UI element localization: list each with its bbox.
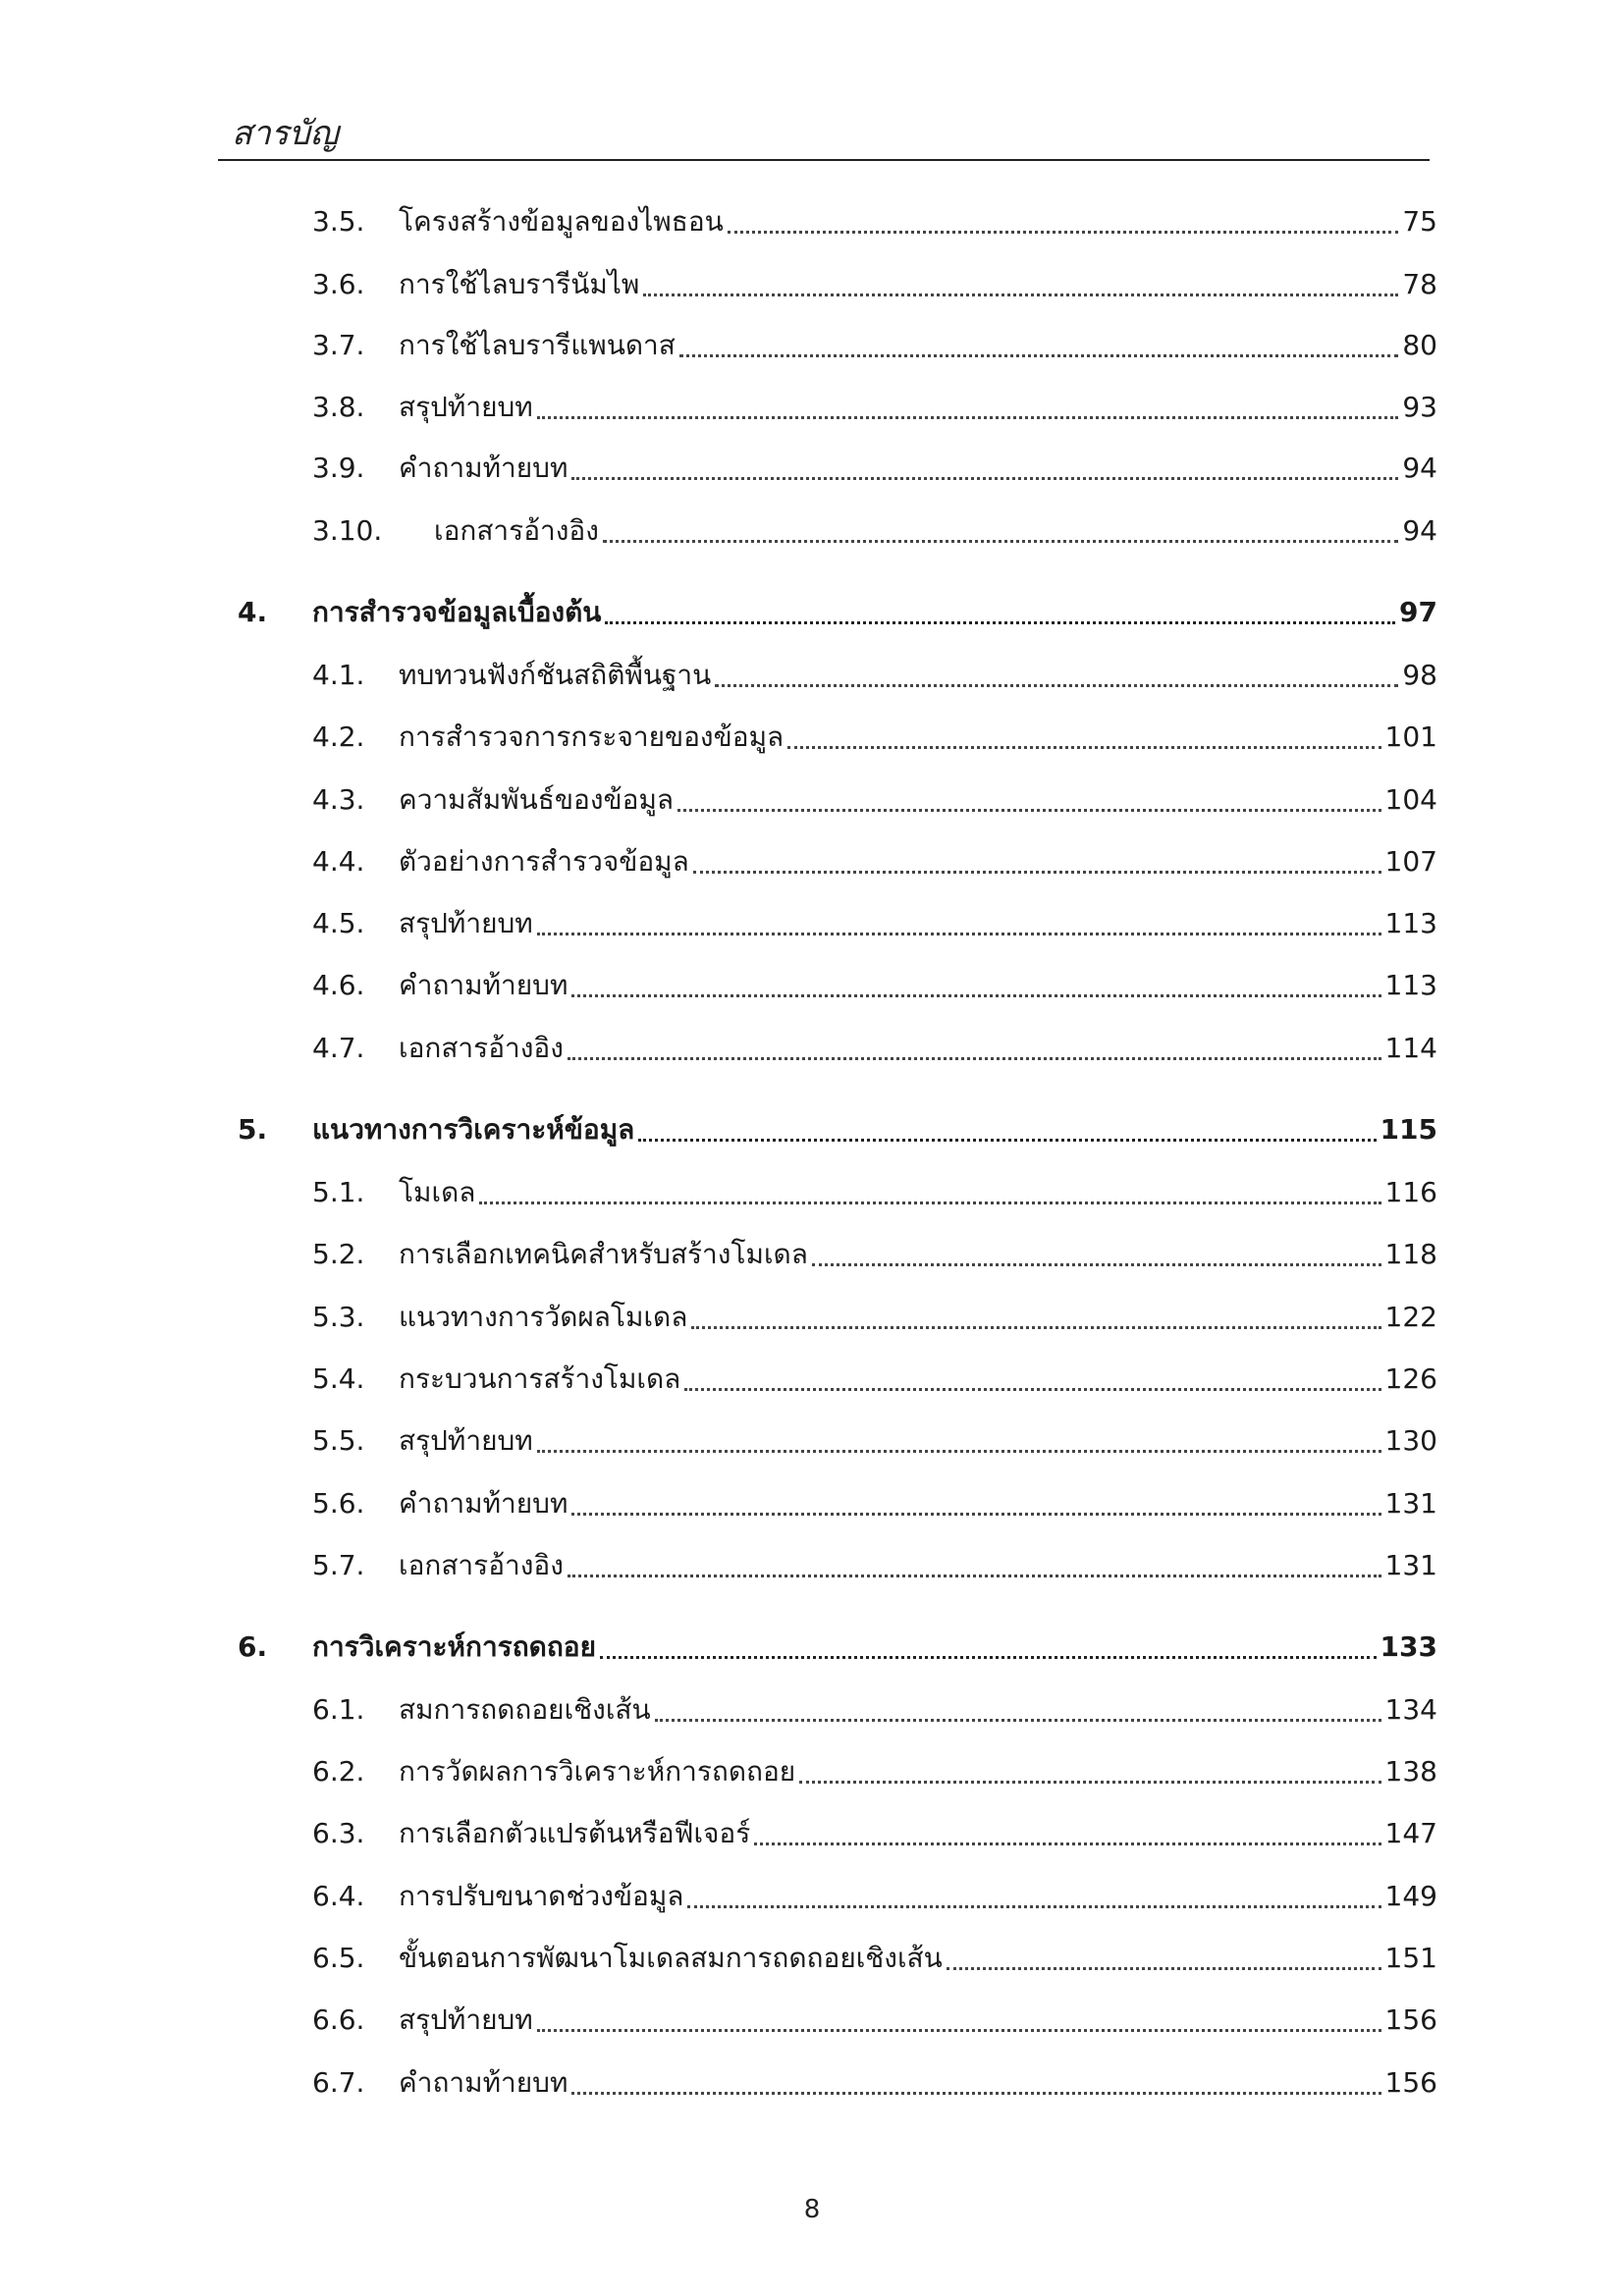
- dot-leader: [603, 540, 1398, 543]
- toc-chapter-entry[interactable]: [238, 1104, 1437, 1155]
- toc-entry-title: การวัดผลการวิเคราะห์การถดถอย: [399, 1755, 796, 1788]
- toc-entry-title: การใช้ไลบรารีแพนดาส: [399, 329, 676, 361]
- toc-section-entry[interactable]: [312, 1995, 1437, 2046]
- toc-section-entry[interactable]: [312, 1229, 1437, 1280]
- toc-section-entry[interactable]: [312, 1354, 1437, 1405]
- toc-entry-title: เอกสารอ้างอิง: [434, 514, 599, 547]
- toc-entry-page: 101: [1384, 721, 1437, 753]
- toc-entry-number: 3.6.: [312, 268, 365, 300]
- toc-entry-title: การใช้ไลบรารีนัมไพ: [399, 268, 640, 300]
- toc-entry-number: 5.2.: [312, 1238, 365, 1270]
- toc-entry-page: 118: [1384, 1238, 1437, 1270]
- dot-leader: [799, 1781, 1380, 1784]
- toc-entry-title: การวิเคราะห์การถดถอย: [312, 1630, 597, 1663]
- toc-section-entry[interactable]: [312, 650, 1437, 701]
- dot-leader: [728, 231, 1399, 234]
- toc-entry-page: 75: [1402, 205, 1437, 238]
- toc-entry-title: แนวทางการวิเคราะห์ข้อมูล: [312, 1113, 635, 1146]
- dot-leader: [571, 2092, 1380, 2095]
- toc-entry-number: 6.3.: [312, 1817, 365, 1849]
- dot-leader: [812, 1263, 1381, 1266]
- dot-leader: [537, 416, 1399, 419]
- toc-entry-number: 4.2.: [312, 721, 365, 753]
- toc-entry-number: 5.7.: [312, 1549, 365, 1581]
- toc-entry-title: โมเดล: [399, 1176, 476, 1208]
- toc-section-entry[interactable]: [312, 1167, 1437, 1218]
- dot-leader: [693, 871, 1381, 874]
- toc-entry-page: 131: [1384, 1549, 1437, 1581]
- toc-section-entry[interactable]: [312, 960, 1437, 1011]
- toc-entry-title: สรุปท้ายบท: [399, 907, 533, 939]
- toc-entry-number: 5.1.: [312, 1176, 365, 1208]
- toc-entry-title: ทบทวนฟังก์ชันสถิติพื้นฐาน: [399, 659, 712, 691]
- toc-entry-number: 4.: [238, 596, 268, 628]
- toc-section-entry[interactable]: [312, 196, 1437, 247]
- toc-section-entry[interactable]: [312, 259, 1437, 310]
- toc-section-entry[interactable]: [312, 836, 1437, 887]
- dot-leader: [947, 1967, 1381, 1970]
- dot-leader: [537, 933, 1381, 935]
- toc-entry-title: การเลือกเทคนิคสำหรับสร้างโมเดล: [399, 1238, 808, 1270]
- dot-leader: [571, 994, 1380, 997]
- toc-entry-title: คำถามท้ายบท: [399, 1487, 568, 1520]
- toc-section-entry[interactable]: [312, 1415, 1437, 1467]
- toc-entry-number: 5.: [238, 1113, 268, 1146]
- toc-entry-title: คำถามท้ายบท: [399, 969, 568, 1001]
- toc-entry-title: เอกสารอ้างอิง: [399, 1032, 564, 1064]
- toc-entry-number: 4.4.: [312, 845, 365, 878]
- toc-entry-title: คำถามท้ายบท: [399, 2066, 568, 2099]
- toc-entry-page: 133: [1380, 1630, 1437, 1663]
- toc-entry-number: 4.7.: [312, 1032, 365, 1064]
- dot-leader: [537, 2029, 1381, 2032]
- toc-entry-title: ความสัมพันธ์ของข้อมูล: [399, 783, 675, 816]
- toc-entry-number: 6.1.: [312, 1693, 365, 1726]
- toc-entry-page: 114: [1384, 1032, 1437, 1064]
- toc-section-entry[interactable]: [312, 506, 1437, 557]
- toc-section-entry[interactable]: [312, 1023, 1437, 1074]
- toc-entry-number: 4.6.: [312, 969, 365, 1001]
- toc-entry-page: 149: [1384, 1880, 1437, 1912]
- toc-section-entry[interactable]: [312, 1746, 1437, 1797]
- toc-entry-page: 80: [1402, 329, 1437, 361]
- toc-entry-number: 3.8.: [312, 391, 365, 423]
- toc-entry-page: 138: [1384, 1755, 1437, 1788]
- dot-leader: [638, 1139, 1376, 1142]
- toc-entry-title: สมการถดถอยเชิงเส้น: [399, 1693, 651, 1726]
- toc-entry-title: ตัวอย่างการสำรวจข้อมูล: [399, 845, 689, 878]
- toc-entry-number: 6.: [238, 1630, 268, 1663]
- toc-entry-page: 115: [1380, 1113, 1437, 1146]
- toc-entry-number: 6.4.: [312, 1880, 365, 1912]
- dot-leader: [479, 1201, 1380, 1204]
- toc-entry-page: 104: [1384, 783, 1437, 816]
- toc-entry-page: 131: [1384, 1487, 1437, 1520]
- toc-entry-number: 4.5.: [312, 907, 365, 939]
- toc-entry-title: โครงสร้างข้อมูลของไพธอน: [399, 205, 724, 238]
- toc-entry-page: 134: [1384, 1693, 1437, 1726]
- toc-entry-number: 3.7.: [312, 329, 365, 361]
- toc-entry-number: 5.3.: [312, 1301, 365, 1333]
- toc-entry-page: 156: [1384, 2066, 1437, 2099]
- toc-section-entry[interactable]: [312, 1871, 1437, 1922]
- dot-leader: [605, 621, 1395, 624]
- dot-leader: [754, 1842, 1380, 1845]
- toc-entry-page: 147: [1384, 1817, 1437, 1849]
- toc-entry-page: 122: [1384, 1301, 1437, 1333]
- dot-leader: [571, 1513, 1380, 1516]
- toc-entry-title: การเลือกตัวแปรต้นหรือฟีเจอร์: [399, 1817, 751, 1849]
- toc-entry-page: 78: [1402, 268, 1437, 300]
- dot-leader: [787, 746, 1380, 749]
- toc-section-entry[interactable]: [312, 320, 1437, 371]
- toc-section-entry[interactable]: [312, 898, 1437, 949]
- toc-entry-page: 94: [1402, 514, 1437, 547]
- toc-entry-number: 3.10.: [312, 514, 383, 547]
- toc-entry-title: การสำรวจข้อมูลเบื้องต้น: [312, 596, 602, 628]
- dot-leader: [687, 1905, 1380, 1908]
- toc-entry-number: 4.1.: [312, 659, 365, 691]
- toc-section-entry[interactable]: [312, 1292, 1437, 1343]
- toc-entry-page: 98: [1402, 659, 1437, 691]
- toc-entry-number: 6.2.: [312, 1755, 365, 1788]
- toc-entry-number: 4.3.: [312, 783, 365, 816]
- header-title: สารบัญ: [232, 114, 339, 153]
- dot-leader: [715, 684, 1398, 687]
- toc-entry-number: 6.5.: [312, 1942, 365, 1974]
- toc-entry-title: เอกสารอ้างอิง: [399, 1549, 564, 1581]
- toc-entry-title: แนวทางการวัดผลโมเดล: [399, 1301, 688, 1333]
- toc-section-entry[interactable]: [312, 382, 1437, 433]
- toc-section-entry[interactable]: [312, 774, 1437, 826]
- toc-entry-number: 6.6.: [312, 2003, 365, 2036]
- toc-entry-number: 6.7.: [312, 2066, 365, 2099]
- dot-leader: [684, 1388, 1380, 1391]
- toc-entry-title: สรุปท้ายบท: [399, 1424, 533, 1457]
- toc-entry-page: 94: [1402, 452, 1437, 484]
- toc-section-entry[interactable]: [312, 2057, 1437, 2109]
- toc-entry-number: 3.9.: [312, 452, 365, 484]
- dot-leader: [643, 294, 1398, 296]
- toc-section-entry[interactable]: [312, 712, 1437, 763]
- toc-entry-title: คำถามท้ายบท: [399, 452, 568, 484]
- toc-entry-title: การสำรวจการกระจายของข้อมูล: [399, 721, 785, 753]
- dot-leader: [677, 809, 1380, 812]
- toc-entry-number: 3.5.: [312, 205, 365, 238]
- dot-leader: [691, 1326, 1380, 1329]
- page-number: 8: [803, 2195, 821, 2224]
- dot-leader: [568, 1575, 1381, 1577]
- toc-entry-page: 97: [1399, 596, 1437, 628]
- toc-entry-page: 113: [1384, 969, 1437, 1001]
- toc-entry-title: ขั้นตอนการพัฒนาโมเดลสมการถดถอยเชิงเส้น: [399, 1942, 943, 1974]
- toc-entry-page: 126: [1384, 1362, 1437, 1395]
- toc-entry-page: 107: [1384, 845, 1437, 878]
- toc-entry-page: 113: [1384, 907, 1437, 939]
- toc-section-entry[interactable]: [312, 1478, 1437, 1529]
- toc-entry-page: 116: [1384, 1176, 1437, 1208]
- toc-entry-title: สรุปท้ายบท: [399, 391, 533, 423]
- toc-chapter-entry[interactable]: [238, 1622, 1437, 1673]
- toc-section-entry[interactable]: [312, 1933, 1437, 1984]
- toc-entry-title: การปรับขนาดช่วงข้อมูล: [399, 1880, 684, 1912]
- toc-section-entry[interactable]: [312, 1808, 1437, 1859]
- toc-entry-page: 93: [1402, 391, 1437, 423]
- toc-entry-page: 156: [1384, 2003, 1437, 2036]
- dot-leader: [537, 1450, 1381, 1453]
- toc-section-entry[interactable]: [312, 1540, 1437, 1591]
- toc-entry-number: 5.4.: [312, 1362, 365, 1395]
- dot-leader: [655, 1719, 1381, 1722]
- toc-entry-title: กระบวนการสร้างโมเดล: [399, 1362, 681, 1395]
- dot-leader: [600, 1656, 1377, 1659]
- toc-section-entry[interactable]: [312, 1684, 1437, 1735]
- dot-leader: [679, 354, 1399, 357]
- toc-entry-page: 130: [1384, 1424, 1437, 1457]
- toc-section-entry[interactable]: [312, 443, 1437, 494]
- toc-entry-title: สรุปท้ายบท: [399, 2003, 533, 2036]
- toc-entry-number: 5.6.: [312, 1487, 365, 1520]
- dot-leader: [568, 1057, 1381, 1060]
- dot-leader: [571, 477, 1398, 480]
- toc-entry-page: 151: [1384, 1942, 1437, 1974]
- toc-chapter-entry[interactable]: [238, 587, 1437, 638]
- toc-entry-number: 5.5.: [312, 1424, 365, 1457]
